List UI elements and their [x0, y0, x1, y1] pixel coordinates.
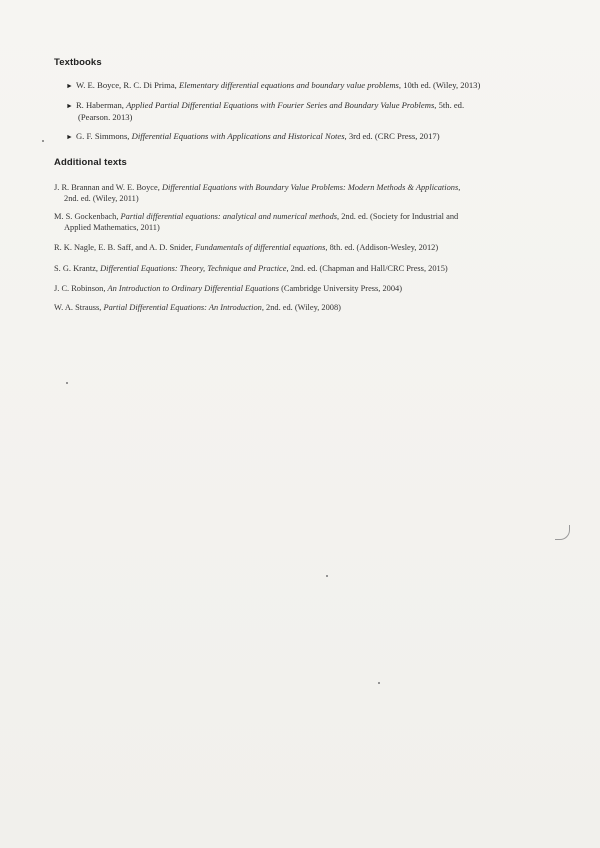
reference-details: (Cambridge University Press, 2004) — [278, 284, 403, 293]
reference-title: Elementary differential equations and boundary value problems — [178, 80, 399, 90]
page-edge-mark — [555, 525, 570, 540]
additional-text-item — [54, 263, 540, 274]
reference-authors: W. E. Boyce, R. C. Di Prima, — [75, 80, 179, 90]
reference-title: Differential Equations with Applications and Historical Notes — [131, 131, 345, 141]
reference-title: An Introduction to Ordinary Differential Equations — [107, 284, 279, 293]
reference-authors: J. R. Brannan and W. E. Boyce, — [54, 183, 162, 192]
reference-authors: G. F. Simmons, — [75, 131, 132, 141]
additional-texts-heading: Additional texts — [54, 157, 127, 168]
scan-speck — [378, 682, 380, 684]
reference-authors: W. A. Strauss, — [54, 303, 104, 312]
reference-details: , 10th ed. (Wiley, 2013) — [398, 80, 481, 90]
reference-authors: S. G. Krantz, — [54, 264, 101, 273]
reference-details: , 5th. ed. — [434, 100, 465, 110]
reference-title: Fundamentals of differential equations — [195, 243, 326, 252]
bullet-arrow-icon: ► — [66, 82, 73, 90]
reference-authors: J. C. Robinson, — [54, 284, 108, 293]
scan-speck — [42, 140, 44, 142]
reference-authors: R. Haberman, — [75, 100, 127, 110]
textbook-item — [66, 100, 556, 123]
bullet-arrow-icon: ► — [66, 102, 73, 110]
scan-speck — [326, 575, 328, 577]
reference-details: , 8th. ed. (Addison-Wesley, 2012) — [325, 243, 439, 252]
reference-title: Partial Differential Equations: An Introduction — [103, 303, 262, 312]
reference-title: Partial differential equations: analytical and numerical methods — [120, 212, 338, 221]
reference-authors: M. S. Gockenbach, — [54, 212, 121, 221]
textbook-item — [66, 80, 556, 92]
additional-text-item — [54, 242, 540, 253]
reference-details: , 3rd ed. (CRC Press, 2017) — [344, 131, 440, 141]
additional-text-item — [54, 211, 540, 233]
scan-speck — [66, 382, 68, 384]
bullet-arrow-icon: ► — [66, 133, 73, 141]
reference-details: , 2nd. ed. (Wiley, 2008) — [261, 303, 341, 312]
reference-title: Differential Equations: Theory, Technique and Practice — [100, 264, 287, 273]
reference-details: , 2nd. ed. (Society for Industrial and — [337, 212, 459, 221]
reference-details-continued: Applied Mathematics, 2011) — [64, 223, 160, 232]
additional-text-item — [54, 182, 540, 204]
reference-details: , 2nd. ed. (Chapman and Hall/CRC Press, 2015) — [286, 264, 448, 273]
reference-details-continued: 2nd. ed. (Wiley, 2011) — [64, 194, 139, 203]
reference-authors: R. K. Nagle, E. B. Saff, and A. D. Snider, — [54, 243, 196, 252]
reference-details: , — [458, 183, 461, 192]
textbook-item — [66, 131, 556, 143]
textbooks-heading: Textbooks — [54, 57, 102, 68]
additional-text-item — [54, 302, 540, 313]
additional-text-item — [54, 283, 540, 294]
reference-title: Differential Equations with Boundary Value Problems: Modern Methods & Applications — [161, 183, 459, 192]
reference-details-continued: (Pearson. 2013) — [78, 112, 133, 122]
reference-title: Applied Partial Differential Equations with Fourier Series and Boundary Value Problems — [126, 100, 435, 110]
